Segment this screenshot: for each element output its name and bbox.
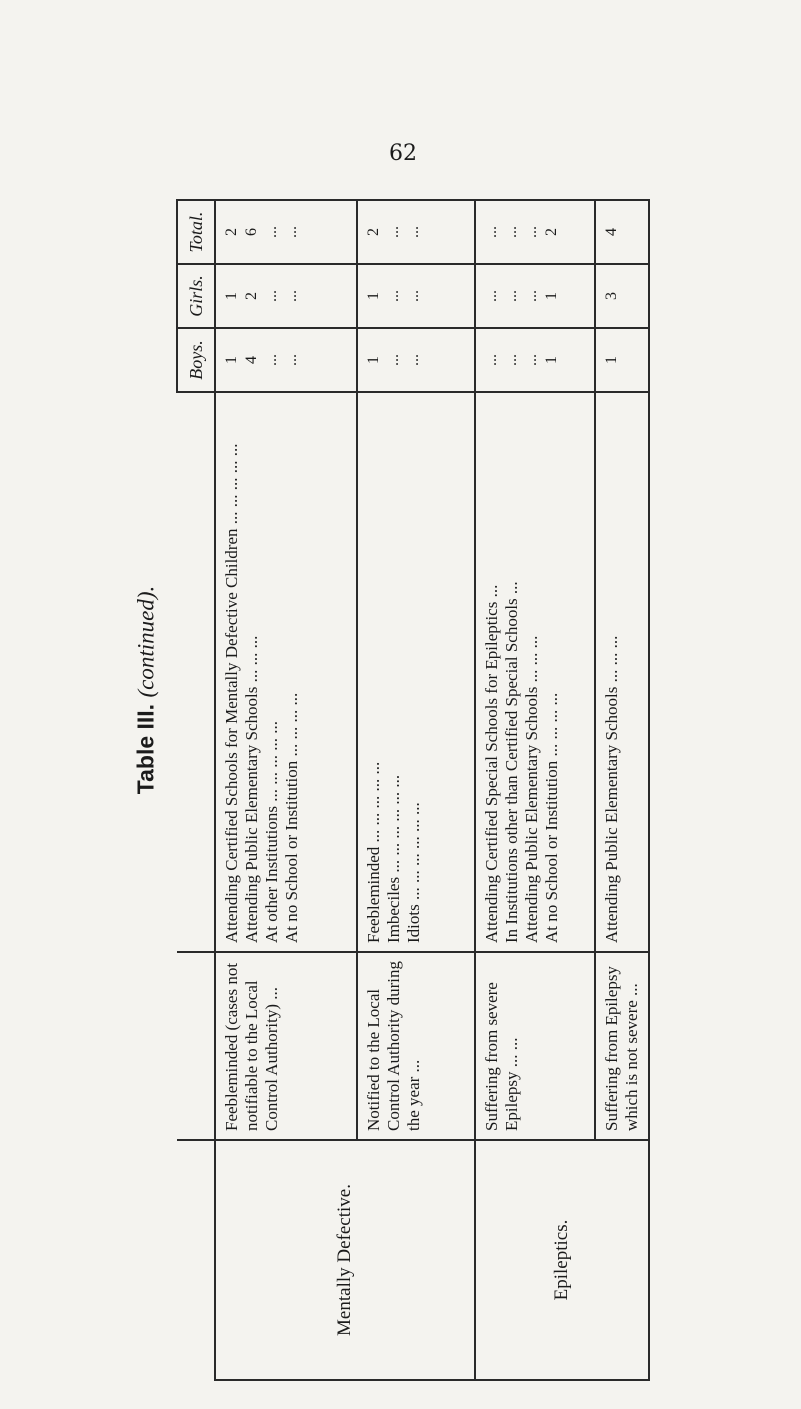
table-title-main: Table III. [132,703,159,795]
girls-cell [215,264,357,328]
girls-cell [595,264,649,328]
count: ... [385,290,402,302]
header-blank [177,952,215,1140]
page-number: 62 [389,141,417,166]
group-label: Suffering from Epilepsy which is not severe ... [595,952,649,1140]
count: ... [385,354,402,366]
count: ... [405,226,422,238]
count: ... [503,354,520,366]
group-label: Notified to the Local Control Authority during the year ... [357,952,475,1140]
count: 6 [243,228,260,236]
count: 2 [365,228,382,236]
header-row [177,200,215,1380]
table-row [475,200,595,1380]
detail-line: At no School or Institution ... ... ... ... [282,692,301,943]
details-cell [357,392,475,952]
detail-line: Imbeciles ... ... ... ... ... ... [384,774,403,943]
count: ... [263,354,280,366]
count: 1 [603,356,620,364]
total-cell [475,200,595,264]
boys-cell [215,328,357,392]
count: ... [483,290,500,302]
count: 1 [365,292,382,300]
count: 1 [223,292,240,300]
count: ... [405,354,422,366]
count: ... [283,354,300,366]
boys-cell [475,328,595,392]
group-label: Feebleminded (cases not notifiable to the Local Control Authority) ... [215,952,357,1140]
count: 4 [603,228,620,236]
count: ... [263,226,280,238]
detail-line: Attending Certified Special Schools for Epileptics ... [482,584,501,943]
boys-cell [357,328,475,392]
count: ... [483,354,500,366]
count: 2 [223,228,240,236]
count: ... [385,226,402,238]
count: ... [283,290,300,302]
details-cell [215,392,357,952]
boys-cell [595,328,649,392]
detail-line: Attending Public Elementary Schools ... ... ... [522,635,541,943]
count: 1 [223,356,240,364]
column-header-girls: Girls. [177,264,215,328]
count: 2 [243,292,260,300]
detail-line: In Institutions other than Certified Special Schools ... [502,581,521,943]
table-row [215,200,357,1380]
column-header-total: Total. [177,200,215,264]
count: ... [405,290,422,302]
count: ... [523,290,540,302]
count: ... [523,354,540,366]
header-blank [177,1140,215,1380]
count: ... [283,226,300,238]
detail-line: Attending Public Elementary Schools ... ... ... [602,635,621,943]
count: 2 [543,228,560,236]
count: ... [523,226,540,238]
category-cell: Mentally Defective. [215,1140,475,1380]
total-cell [215,200,357,264]
count: 1 [543,356,560,364]
table-container [176,201,641,1381]
count: 1 [365,356,382,364]
count: 3 [603,292,620,300]
details-cell [595,392,649,952]
detail-line: Feebleminded ... ... ... ... ... [364,761,383,943]
total-cell [357,200,475,264]
count: ... [503,290,520,302]
girls-cell [475,264,595,328]
detail-line: At other Institutions ... ... ... ... ... [262,721,281,943]
group-label: Suffering from severe Epilepsy ... ... [475,952,595,1140]
detail-line: Attending Public Elementary Schools ... ... ... [242,635,261,943]
detail-line: At no School or Institution ... ... ... ... [542,692,561,943]
count: 4 [243,356,260,364]
category-cell: Epileptics. [475,1140,649,1380]
column-header-boys: Boys. [177,328,215,392]
count: ... [483,226,500,238]
statistics-table [176,199,650,1381]
total-cell [595,200,649,264]
count: ... [503,226,520,238]
table-title-suffix: (continued). [133,585,159,698]
detail-line: Attending Certified Schools for Mentally Defective Children ... ... ... ... ... [222,443,241,943]
header-blank [177,392,215,952]
count: ... [263,290,280,302]
details-cell [475,392,595,952]
detail-line: Idiots ... ... ... ... ... ... [404,802,423,943]
girls-cell [357,264,475,328]
count: 1 [543,292,560,300]
